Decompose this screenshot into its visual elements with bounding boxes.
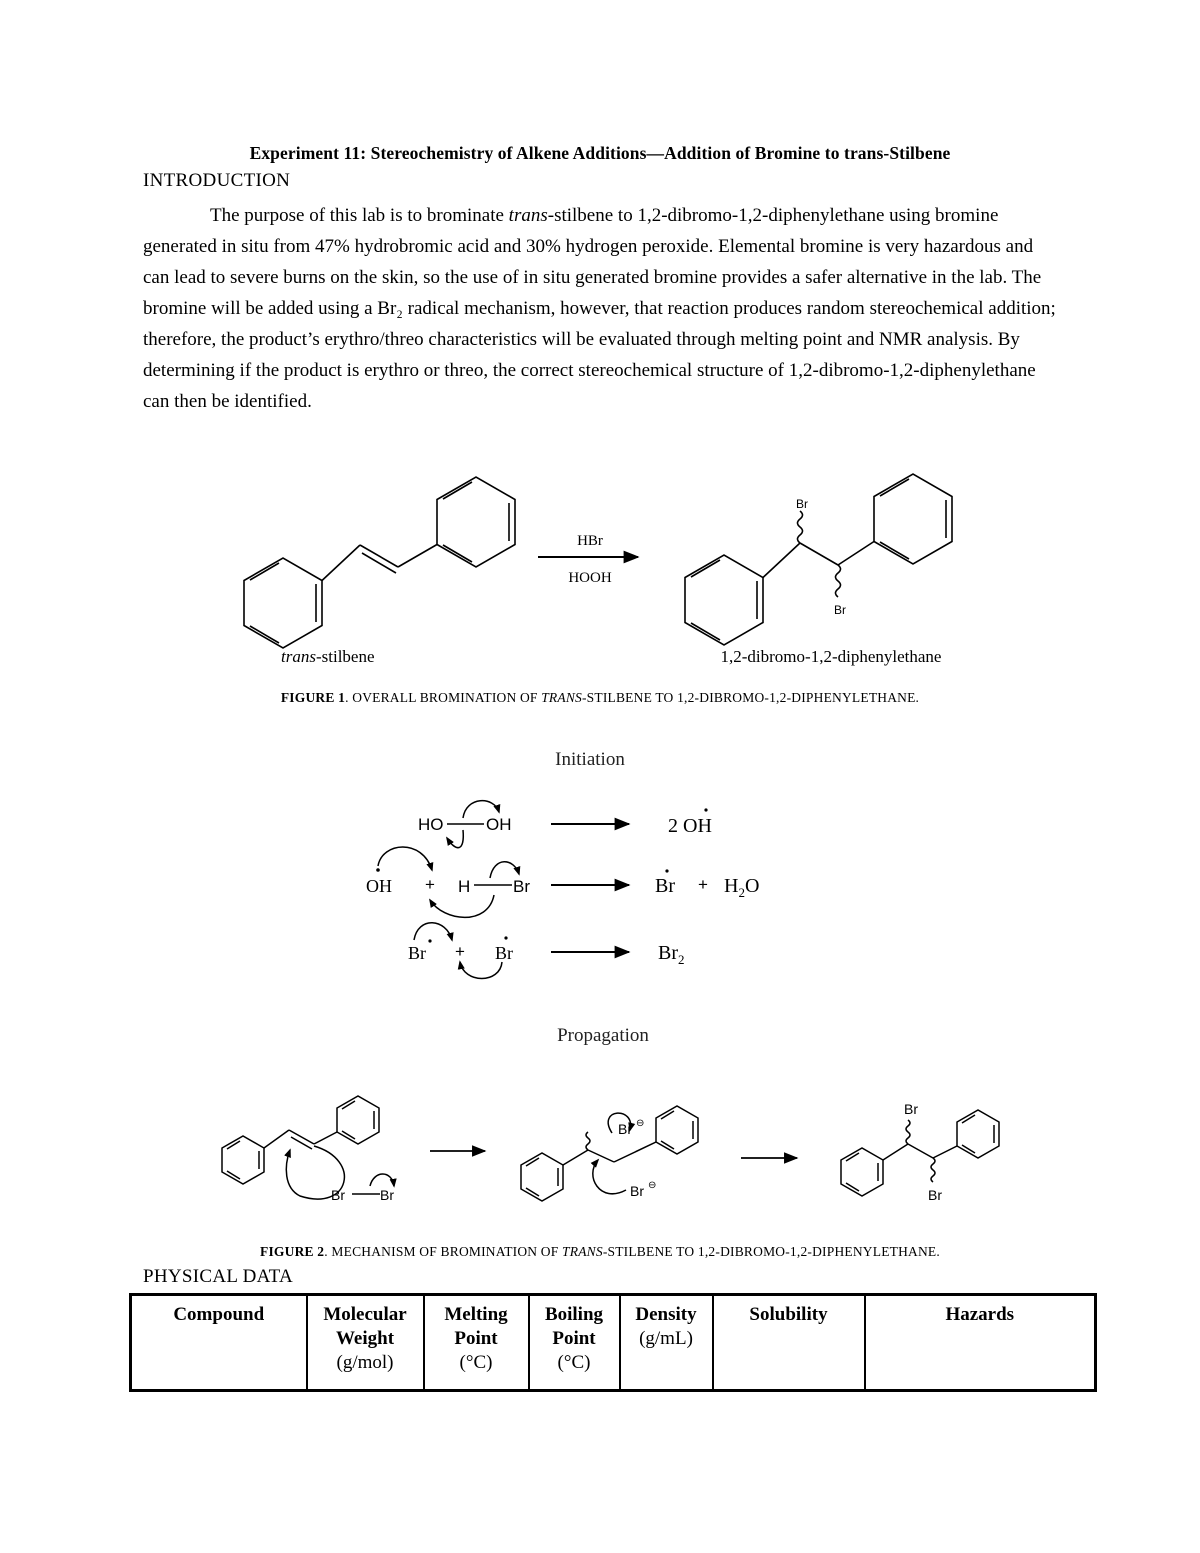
- water-product: $H_2O$: [724, 875, 760, 900]
- benzene-ring: [337, 1096, 379, 1144]
- initiation-title: Initiation: [555, 749, 625, 770]
- benzene-ring: [222, 1136, 264, 1184]
- oh-radical: OH: [366, 876, 392, 896]
- benzene-ring: [656, 1106, 698, 1154]
- figure1-reaction-arrow: [538, 533, 638, 586]
- two-oh-product: 2 OH: [668, 815, 712, 837]
- plus-sign: +: [455, 942, 465, 961]
- table-header-cell: Boiling Point (°C): [529, 1295, 620, 1391]
- table-header-cell: Molecular Weight (g/mol): [307, 1295, 424, 1391]
- plus-sign: +: [425, 875, 435, 894]
- br-atom: Br: [513, 877, 530, 896]
- br-atom: Br: [630, 1183, 644, 1199]
- physical-data-table: [129, 1293, 1097, 1392]
- br-atom: Br: [380, 1187, 394, 1203]
- h-atom: H: [458, 877, 471, 896]
- table-header-cell: Compound: [131, 1295, 307, 1391]
- table-header-cell: Melting Point (°C): [424, 1295, 529, 1391]
- plus-sign: +: [698, 875, 708, 894]
- negative-charge: ⊖: [636, 1118, 645, 1129]
- table-header-row: [131, 1295, 1096, 1391]
- document-title: Experiment 11: Stereochemistry of Alkene Additions—Addition of Bromine to trans-Stilbene: [249, 143, 951, 163]
- br-radical: Br: [655, 875, 675, 897]
- propagation-title: Propagation: [557, 1025, 649, 1046]
- product-br-bottom: Br: [834, 603, 846, 617]
- initiation-step-1: [418, 801, 712, 848]
- intro-italic-trans: trans: [508, 205, 548, 226]
- propagation-stilbene: [222, 1096, 394, 1199]
- benzene-ring: [685, 555, 763, 645]
- br-radical: Br: [495, 943, 513, 963]
- wavy-bond: [836, 565, 841, 597]
- figure2-caption: FIGURE 2. MECHANISM OF BROMINATION OF TRANS-STILBENE TO 1,2-DIBROMO-1,2-DIPHENYLETHANE.: [260, 1244, 940, 1259]
- product-br-top: Br: [796, 497, 808, 511]
- figure1-reactant-trans-stilbene: [244, 477, 515, 648]
- br-radical: Br: [408, 943, 426, 963]
- br-atom: Br: [928, 1187, 942, 1203]
- propagation-intermediate: [521, 1106, 698, 1201]
- introduction-heading: INTRODUCTION: [143, 170, 291, 191]
- benzene-ring: [874, 474, 952, 564]
- br-atom: Br: [331, 1187, 345, 1203]
- table-header-cell: Density (g/mL): [620, 1295, 713, 1391]
- reagent-hooh: HOOH: [568, 570, 612, 586]
- table-header-cell: Solubility: [713, 1295, 865, 1391]
- product-label: 1,2-dibromo-1,2-diphenylethane: [720, 647, 942, 666]
- negative-charge: ⊖: [648, 1180, 657, 1191]
- reagent-hbr: HBr: [577, 533, 603, 549]
- br2-product: $Br_2$: [658, 942, 685, 967]
- initiation-step-2: [366, 847, 759, 917]
- benzene-ring: [437, 477, 515, 567]
- physical-data-heading: PHYSICAL DATA: [143, 1266, 293, 1287]
- ho-label: HO: [418, 815, 444, 834]
- wavy-bond: [798, 511, 803, 543]
- figure1-caption: FIGURE 1. OVERALL BROMINATION OF TRANS-STILBENE TO 1,2-DIBROMO-1,2-DIPHENYLETHANE.: [280, 690, 920, 705]
- reactant-label: trans-stilbene: [281, 647, 375, 666]
- br-atom: Br: [904, 1101, 918, 1117]
- benzene-ring: [957, 1110, 999, 1158]
- initiation-step-3: [408, 923, 685, 979]
- benzene-ring: [841, 1148, 883, 1196]
- benzene-ring: [521, 1153, 563, 1201]
- propagation-product: [841, 1110, 999, 1196]
- intro-text-part1: The purpose of this lab is to brominate: [210, 205, 509, 226]
- br-atom: Br: [618, 1121, 632, 1137]
- intro-text-part2: -stilbene to 1,2-dibromo-1,2-diphenylethane using bromine generated in situ from 47% hydrobromic acid and 30% hydrogen peroxide. Elemental bromine is very hazardous and can lead to severe burns on the skin, so the use of in situ generated bromine provides a safer alternative in the lab. The bromine will be added using a Br₂ radical mechanism, however, that reaction produces random stereochemical addition; therefore, the product’s erythro/threo characteristics will be evaluated through melting point and NMR analysis. By determining if the product is erythro or threo, the correct stereochemical structure of 1,2-dibromo-1,2-diphenylethane can then be identified.: [143, 205, 1056, 412]
- figure1-product: [685, 474, 952, 645]
- oh-label: OH: [486, 815, 512, 834]
- benzene-ring: [244, 558, 322, 648]
- table-header-cell: Hazards: [865, 1295, 1096, 1391]
